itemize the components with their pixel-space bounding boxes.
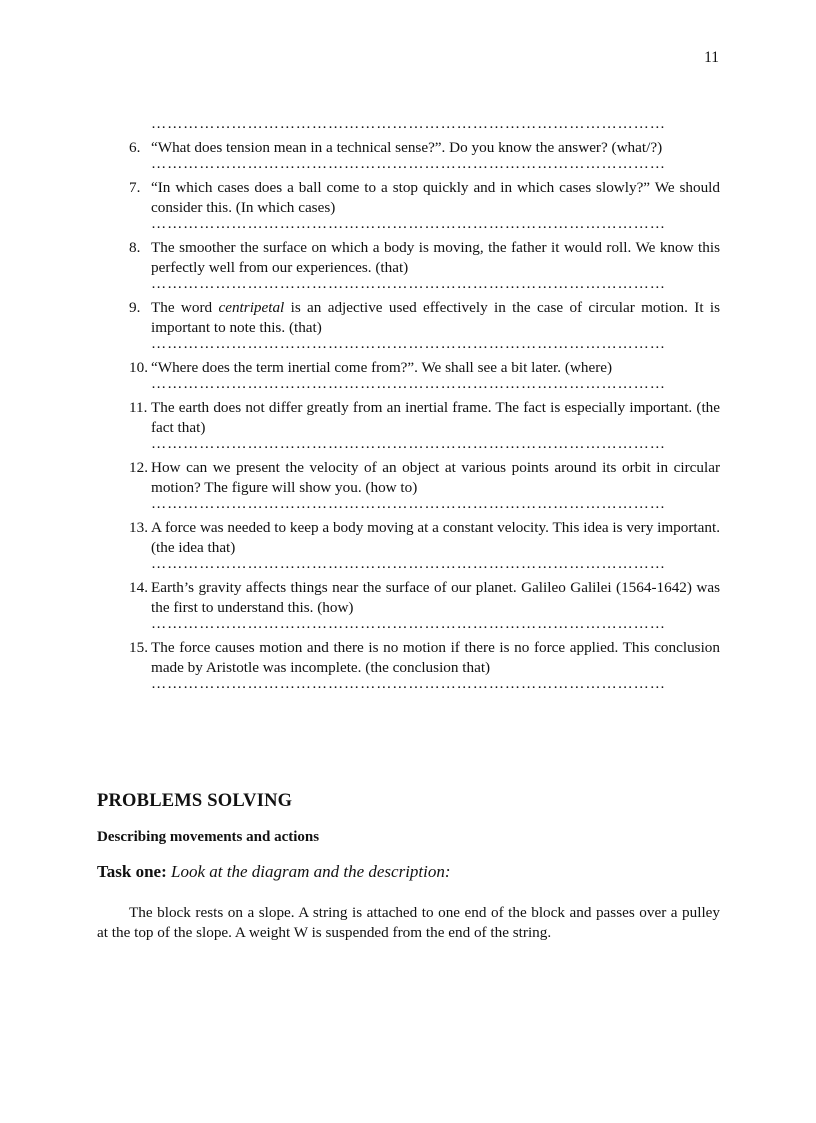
item-number: 8. [129, 239, 141, 256]
item-number: 11. [129, 399, 148, 416]
task-heading [97, 862, 451, 882]
answer-line: …………………………………………………………………………………… [151, 278, 666, 290]
exercise-item-9 [129, 298, 720, 338]
exercise-item-12 [129, 458, 720, 498]
item-text: The force causes motion and there is no motion if there is no force applied. This conclusion made by Aristotle was incomplete. (the conclusion that) [151, 639, 720, 676]
answer-line: …………………………………………………………………………………… [151, 618, 666, 630]
exercise-item-11 [129, 398, 720, 438]
exercise-item-15 [129, 638, 720, 678]
exercise-item-13 [129, 518, 720, 558]
item-text: Earth’s gravity affects things near the surface of our planet. Galileo Galilei (1564-1642) was the first to understand this. (how) [151, 579, 720, 616]
item-number: 6. [129, 139, 141, 156]
answer-line: …………………………………………………………………………………… [151, 378, 666, 390]
description-paragraph: The block rests on a slope. A string is attached to one end of the block and passes over a pulley at the top of the slope. A weight W is suspended from the end of the string. [97, 904, 720, 941]
item-text: How can we present the velocity of an object at various points around its orbit in circular motion? The figure will show you. (how to) [151, 459, 720, 496]
answer-line: …………………………………………………………………………………… [151, 218, 666, 230]
answer-line: …………………………………………………………………………………… [151, 498, 666, 510]
item-text: “In which cases does a ball come to a stop quickly and in which cases slowly?” We should consider this. (In which cases) [151, 179, 720, 216]
answer-line: …………………………………………………………………………………… [151, 558, 666, 570]
exercise-item-6 [129, 138, 720, 158]
item-number: 12. [129, 459, 148, 476]
item-text: The smoother the surface on which a body is moving, the father it would roll. We know this perfectly well from our experiences. (that) [151, 239, 720, 276]
item-number: 9. [129, 299, 141, 316]
subsection-title: Describing movements and actions [97, 829, 320, 845]
answer-line: …………………………………………………………………………………… [151, 678, 666, 690]
item-text: The earth does not differ greatly from an inertial frame. The fact is especially important. (the fact that) [151, 399, 720, 436]
exercise-item-14 [129, 578, 720, 618]
task-instruction: Look at the diagram and the description: [171, 862, 451, 881]
item-number: 10. [129, 359, 148, 376]
section-title: PROBLEMS SOLVING [97, 791, 293, 811]
item-text-post: is an adjective used effectively in the case of circular motion. It is important to note this. (that) [151, 299, 721, 336]
task-label: Task one: [97, 862, 167, 881]
item-number: 14. [129, 579, 148, 596]
item-number: 15. [129, 639, 148, 656]
exercise-item-10 [129, 358, 720, 378]
item-text: “Where does the term inertial come from?”. We shall see a bit later. (where) [151, 359, 613, 376]
answer-line: …………………………………………………………………………………… [151, 438, 666, 450]
exercise-list [129, 118, 720, 698]
exercise-item-7 [129, 178, 720, 218]
answer-line: …………………………………………………………………………………… [151, 338, 666, 350]
answer-line: …………………………………………………………………………………… [151, 158, 666, 170]
item-text-emphasis: centripetal [218, 299, 285, 316]
item-text: A force was needed to keep a body moving at a constant velocity. This idea is very important. (the idea that) [151, 519, 720, 556]
page-number: 11 [704, 49, 719, 66]
exercise-item-8 [129, 238, 720, 278]
answer-line: …………………………………………………………………………………… [151, 118, 666, 130]
item-text-pre: The word [151, 299, 219, 316]
item-text [151, 298, 720, 338]
item-number: 13. [129, 519, 148, 536]
item-text: “What does tension mean in a technical sense?”. Do you know the answer? (what/?) [151, 139, 663, 156]
item-number: 7. [129, 179, 141, 196]
